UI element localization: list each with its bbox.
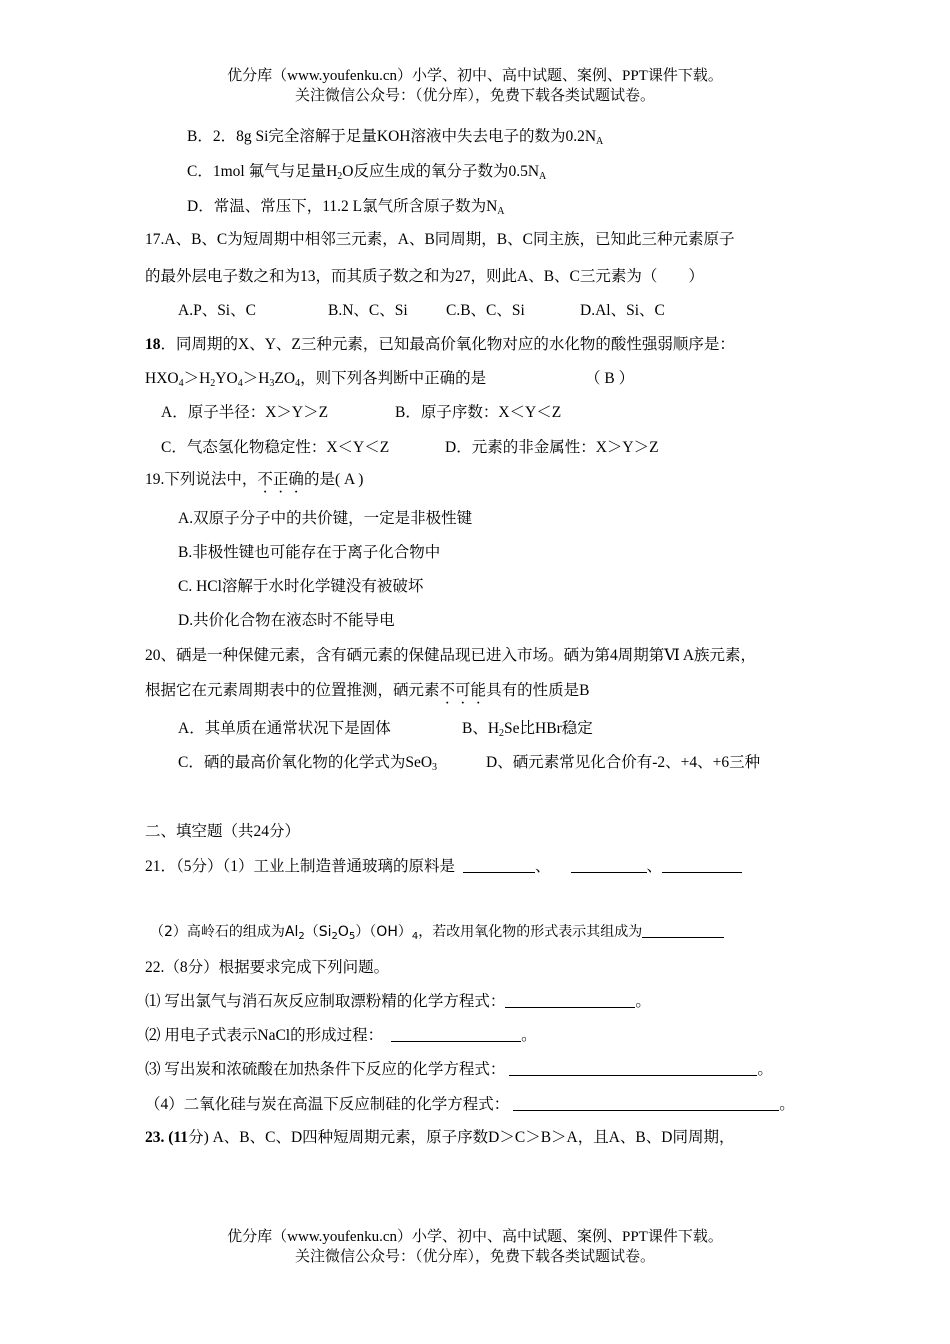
q22-part-3-end: 。 bbox=[757, 1061, 773, 1078]
footer-line-1: 优分库（www.youfenku.cn）小学、初中、高中试题、案例、PPT课件下载。 bbox=[227, 1229, 723, 1245]
q19-stem-pre: 19.下列说法中， bbox=[145, 471, 258, 488]
q21-blank-3[interactable] bbox=[662, 858, 742, 873]
q20-line-2 bbox=[145, 681, 589, 701]
q20-line-2-pre: 根据它在元素周期表中的位置推测，硒元素 bbox=[145, 682, 440, 699]
q20-option-d: D、硒元素常见化合价有-2、+4、+6三种 bbox=[486, 754, 761, 771]
q17-option-a: A.P、Si、C bbox=[178, 302, 256, 319]
q21-formula-part: （2）高岭石的组成为Al bbox=[150, 924, 299, 940]
q21-formula-sub: 2 bbox=[331, 931, 338, 942]
q18-number: 18 bbox=[145, 336, 161, 353]
q18-formula-part: ZO bbox=[274, 370, 296, 387]
q21-formula-part: （Si bbox=[304, 924, 332, 940]
q23-line-1 bbox=[145, 1128, 734, 1148]
q18-line-2 bbox=[145, 369, 486, 389]
q20-option-c-text: C．硒的最高价氧化物的化学式为SeO bbox=[178, 754, 433, 771]
q19-emphasis-char: 不 bbox=[257, 471, 273, 488]
q20-emphasis-char: 可 bbox=[455, 682, 471, 699]
q20-option-a: A．其单质在通常状况下是固体 bbox=[178, 720, 391, 737]
q16-option-c-text: C．1mol 氟气与足量H bbox=[187, 163, 338, 180]
q22-part-4-end: 。 bbox=[779, 1096, 795, 1113]
q21-line-1 bbox=[145, 857, 742, 877]
q16-option-c-sub1: 2 bbox=[337, 171, 343, 182]
q21-blank-4[interactable] bbox=[642, 923, 724, 938]
q16-option-b bbox=[187, 127, 603, 147]
page-header bbox=[0, 66, 950, 106]
q22-part-2-text: ⑵ 用电子式表示NaCl的形成过程： bbox=[145, 1027, 384, 1044]
header-line-1: 优分库（www.youfenku.cn）小学、初中、高中试题、案例、PPT课件下载。 bbox=[227, 68, 723, 84]
q17-line-2: 的最外层电子数之和为13，而其质子数之和为27，则此A、B、C三元素为（ ） bbox=[145, 268, 704, 285]
q20-option-b-text2: Se比HBr稳定 bbox=[504, 720, 593, 737]
q20-emphasis-char: 不 bbox=[439, 682, 456, 699]
q18-formula-part: ＞H bbox=[242, 370, 270, 387]
q18-formula-part: HXO bbox=[145, 370, 179, 387]
q21-line-2 bbox=[150, 922, 724, 942]
q18-formula-sub: 3 bbox=[269, 378, 275, 389]
q21-formula-sub: 2 bbox=[298, 931, 305, 942]
q16-option-c-sub2: A bbox=[539, 171, 547, 182]
q16-option-c bbox=[187, 162, 546, 182]
q22-blank-1[interactable] bbox=[505, 993, 635, 1008]
q20-emphasis-char: 能 bbox=[470, 682, 487, 699]
q18-formula-sub: 4 bbox=[178, 378, 184, 389]
q22-blank-3[interactable] bbox=[509, 1061, 757, 1076]
q19-option-a: A.双原子分子中的共价键，一定是非极性键 bbox=[178, 510, 473, 527]
q21-stem: 21．（5分）（1）工业上制造普通玻璃的原料是 bbox=[145, 858, 456, 875]
q16-option-d bbox=[187, 197, 505, 217]
q18-option-b: B．原子序数：X＜Y＜Z bbox=[395, 404, 562, 421]
header-line-2: 关注微信公众号：（优分库），免费下载各类试题试卷。 bbox=[294, 88, 655, 104]
q16-option-d-sub: A bbox=[497, 206, 505, 217]
q22-part-1 bbox=[145, 992, 651, 1012]
q20-option-c bbox=[178, 753, 437, 773]
q21-formula-part: ）（OH） bbox=[355, 924, 412, 940]
q22-line-1: 22.（8分）根据要求完成下列问题。 bbox=[145, 959, 390, 976]
q16-option-c-text2: O反应生成的氧分子数为0.5N bbox=[342, 163, 540, 180]
q17-option-d: D.Al、Si、C bbox=[580, 302, 665, 319]
q17-option-c: C.B、C、Si bbox=[446, 302, 525, 319]
q22-part-3 bbox=[145, 1060, 773, 1080]
q22-part-3-text: ⑶ 写出炭和浓硫酸在加热条件下反应的化学方程式： bbox=[145, 1061, 506, 1078]
q19-option-d: D.共价化合物在液态时不能导电 bbox=[178, 612, 395, 629]
q22-part-4 bbox=[145, 1095, 795, 1115]
q18-formula-sub: 4 bbox=[237, 378, 243, 389]
q19-stem-post: 的是( A ) bbox=[303, 471, 364, 488]
q18-formula-sub: 4 bbox=[295, 378, 301, 389]
q22-part-2-end: 。 bbox=[521, 1027, 537, 1044]
q20-option-b-text: B、H bbox=[462, 720, 500, 737]
q19-emphasis-char: 正 bbox=[272, 471, 289, 488]
q18-line-1 bbox=[145, 335, 735, 355]
q23-stem: A、B、C、D四种短周期元素，原子序数D＞C＞B＞A，且A、B、D同周期， bbox=[208, 1129, 735, 1146]
q18-option-d: D．元素的非金属性：X＞Y＞Z bbox=[445, 439, 659, 456]
q19-stem bbox=[145, 470, 363, 490]
q18-formula-part: ，则下列各判断中正确的是 bbox=[300, 370, 487, 387]
q22-part-4-text: （4）二氧化硅与炭在高温下反应制硅的化学方程式： bbox=[145, 1096, 510, 1113]
q22-blank-2[interactable] bbox=[391, 1027, 521, 1042]
q19-option-b: B.非极性键也可能存在于离子化合物中 bbox=[178, 544, 441, 561]
q21-formula-sub: 5 bbox=[348, 931, 356, 942]
q16-option-b-sub: A bbox=[596, 136, 604, 147]
q16-option-d-text: D．常温、常压下，11.2 L氯气所含原子数为N bbox=[187, 198, 498, 215]
q18-formula-sub: 2 bbox=[210, 378, 216, 389]
q23-score: 分) bbox=[188, 1129, 209, 1146]
q19-option-c: C. HCl溶解于水时化学键没有被破坏 bbox=[178, 578, 424, 595]
section-2-title: 二、填空题（共24分） bbox=[145, 823, 301, 840]
q21-formula-sub: 4 bbox=[411, 931, 419, 942]
q20-line-2-post: 具有的性质是B bbox=[486, 682, 590, 699]
q20-option-b bbox=[462, 719, 593, 739]
q21-separator: 、 bbox=[646, 858, 663, 875]
q20-line-1: 20、硒是一种保健元素，含有硒元素的保健品现已进入市场。硒为第4周期第Ⅵ A族元素， bbox=[145, 647, 757, 664]
q18-formula-part: ＞H bbox=[183, 370, 211, 387]
q18-option-c: C．气态氢化物稳定性：X＜Y＜Z bbox=[161, 439, 390, 456]
q17-line-1: 17.A、B、C为短周期中相邻三元素，A、B同周期，B、C同主族，已知此三种元素原子 bbox=[145, 231, 735, 248]
q21-blank-1[interactable] bbox=[463, 858, 535, 873]
q18-answer: （ B ） bbox=[585, 370, 635, 387]
q16-option-b-text: B．2．8g Si完全溶解于足量KOH溶液中失去电子的数为0.2N bbox=[187, 128, 597, 145]
q18-stem: ．同周期的X、Y、Z三种元素，已知最高价氧化物对应的水化物的酸性强弱顺序是： bbox=[160, 336, 735, 353]
q21-formula-part: O bbox=[337, 924, 349, 940]
q20-option-b-sub: 2 bbox=[499, 728, 505, 739]
q18-option-a: A．原子半径：X＞Y＞Z bbox=[161, 404, 329, 421]
q19-emphasis-char: 确 bbox=[288, 471, 304, 488]
q23-number: 23. (11 bbox=[145, 1129, 189, 1146]
page-footer bbox=[0, 1227, 950, 1267]
q21-separator: 、 bbox=[535, 858, 551, 875]
q22-part-1-text: ⑴ 写出氯气与消石灰反应制取漂粉精的化学方程式： bbox=[145, 993, 506, 1010]
q21-formula-part: ，若改用氧化物的形式表示其组成为 bbox=[418, 924, 643, 940]
footer-line-2: 关注微信公众号：（优分库），免费下载各类试题试卷。 bbox=[294, 1249, 655, 1265]
q18-formula-part: YO bbox=[215, 370, 238, 387]
q22-part-1-end: 。 bbox=[635, 993, 651, 1010]
q22-part-2 bbox=[145, 1026, 537, 1046]
q17-option-b: B.N、C、Si bbox=[328, 302, 408, 319]
q20-option-c-sub: 3 bbox=[432, 762, 438, 773]
q21-blank-2[interactable] bbox=[571, 858, 647, 873]
q22-blank-4[interactable] bbox=[513, 1096, 779, 1111]
